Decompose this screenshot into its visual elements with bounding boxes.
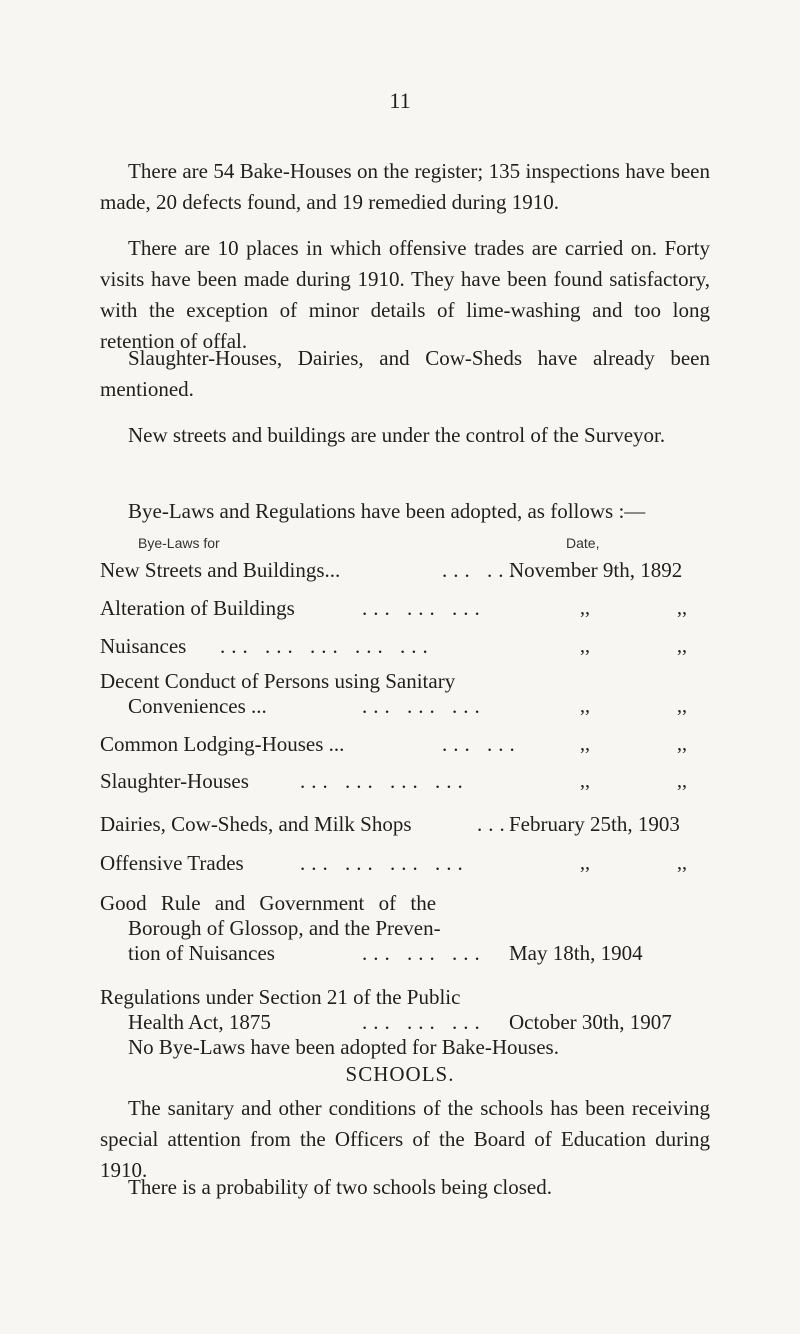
paragraph-byelaws-intro: Bye-Laws and Regulations have been adopted, as follows :— xyxy=(128,499,646,523)
paragraph-streets: New streets and buildings are under the control of the Surveyor. xyxy=(128,423,666,447)
row-name: Dairies, Cow-Sheds, and Milk Shops xyxy=(100,812,412,836)
ditto-mark: ,, xyxy=(580,770,590,792)
leader-dots: ... ... ... xyxy=(362,1010,486,1034)
paragraph-schools-conditions: The sanitary and other conditions of the schools has been receiving special attention from the Officers of the Board of Education during 1910. xyxy=(100,1096,710,1182)
row-name: Alteration of Buildings xyxy=(100,596,295,620)
ditto-mark: ,, xyxy=(677,695,687,717)
row-name-line1: Good Rule and Government of the xyxy=(100,891,437,915)
ditto-mark: ,, xyxy=(677,597,687,619)
row-name: Nuisances xyxy=(100,634,187,658)
leader-dots: ... ... ... ... ... xyxy=(220,634,434,658)
leader-dots: ... ... ... ... xyxy=(300,851,469,875)
header-byelaws-for: Bye-Laws for xyxy=(138,535,220,551)
paragraph-no-byelaws: No Bye-Laws have been adopted for Bake-Houses. xyxy=(128,1035,559,1059)
row-date: February 25th, 1903 xyxy=(509,812,680,836)
header-date: Date, xyxy=(566,535,600,551)
leader-dots: ... ... ... xyxy=(362,596,486,620)
row-date: October 30th, 1907 xyxy=(509,1010,672,1034)
ditto-mark: ,, xyxy=(677,852,687,874)
leader-dots: ... ... ... xyxy=(362,941,486,965)
ditto-mark: ,, xyxy=(677,635,687,657)
section-heading-schools: SCHOOLS. xyxy=(345,1062,455,1086)
leader-dots: ... ... xyxy=(442,558,521,582)
ditto-mark: ,, xyxy=(677,733,687,755)
row-name-line2: Borough of Glossop, and the Preven- xyxy=(128,916,441,940)
ditto-mark: ,, xyxy=(580,597,590,619)
leader-dots: ... ... ... xyxy=(362,694,486,718)
row-name: Slaughter-Houses xyxy=(100,769,249,793)
ditto-mark: ,, xyxy=(580,733,590,755)
leader-dots: ... xyxy=(477,812,511,836)
leader-dots: ... ... xyxy=(442,732,521,756)
row-name-line1: Decent Conduct of Persons using Sanitary xyxy=(100,669,456,693)
ditto-mark: ,, xyxy=(677,770,687,792)
row-name-line2: Conveniences ... xyxy=(128,694,267,718)
paragraph-schools-closing: There is a probability of two schools being closed. xyxy=(128,1175,552,1199)
row-name: Common Lodging-Houses ... xyxy=(100,732,345,756)
row-name: New Streets and Buildings... xyxy=(100,558,341,582)
row-name-line1: Regulations under Section 21 of the Public xyxy=(100,985,461,1009)
paragraph-bakehouses: There are 54 Bake-Houses on the register; 135 inspections have been made, 20 defects found, and 19 remedied during 1910. xyxy=(100,159,710,214)
ditto-mark: ,, xyxy=(580,695,590,717)
row-name-line3: tion of Nuisances xyxy=(128,941,275,965)
paragraph-slaughter-houses: Slaughter-Houses, Dairies, and Cow-Sheds have already been mentioned. xyxy=(100,346,710,401)
row-name: Offensive Trades xyxy=(100,851,244,875)
page-number: 11 xyxy=(389,88,411,113)
row-date: November 9th, 1892 xyxy=(509,558,683,582)
paragraph-offensive-trades: There are 10 places in which offensive trades are carried on. Forty visits have been made during 1910. They have been found satisfactory, with the exception of minor details of lime-washing and too long retention of offal. xyxy=(100,236,710,353)
ditto-mark: ,, xyxy=(580,852,590,874)
leader-dots: ... ... ... ... xyxy=(300,769,469,793)
row-name-line2: Health Act, 1875 xyxy=(128,1010,271,1034)
row-date: May 18th, 1904 xyxy=(509,941,643,965)
ditto-mark: ,, xyxy=(580,635,590,657)
